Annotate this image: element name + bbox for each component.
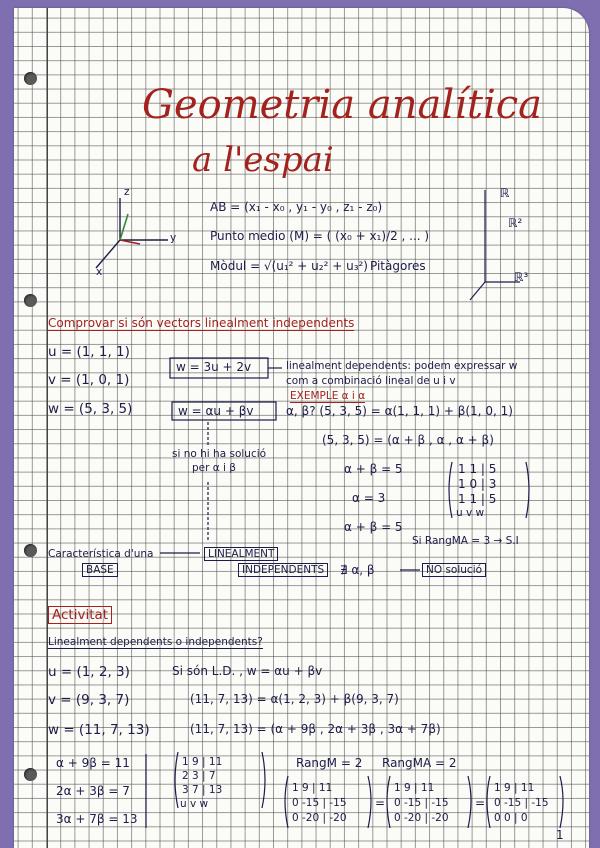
vector-u: u = (1, 1, 1)	[48, 344, 130, 360]
combo-formula: w = 3u + 2v	[176, 360, 252, 374]
r1-label: ℝ	[500, 186, 510, 200]
no-solucio-box: NO solució	[422, 563, 486, 577]
characteristic-label: Característica d'una	[48, 548, 154, 560]
dependent-note-2: com a combinació lineal de u i v	[286, 375, 456, 387]
lin-indep-box-1: LINEALMENT	[204, 547, 278, 561]
vector-v: v = (1, 0, 1)	[48, 372, 130, 388]
activity-vector-u: u = (1, 2, 3)	[48, 664, 130, 680]
reduce1-row-1: 1 9 | 11	[292, 782, 333, 794]
alpha-beta-question: α, β? (5, 3, 5) = α(1, 1, 1) + β(1, 0, 1)	[286, 404, 513, 418]
activity-system-2: 2α + 3β = 7	[56, 784, 130, 798]
reduce3-row-1: 1 9 | 11	[494, 782, 535, 794]
matrix-row-3: 1 1 | 5	[458, 492, 497, 506]
r2-label: ℝ²	[508, 216, 523, 230]
matrix-row-1: 1 1 | 5	[458, 462, 497, 476]
z-axis-label: z	[124, 186, 130, 198]
ab-formula: AB = (x₁ - x₀ , y₁ - y₀ , z₁ - z₀)	[210, 200, 383, 214]
vector-w: w = (5, 3, 5)	[48, 401, 133, 417]
system-eq-2: α = 3	[352, 491, 386, 505]
reduce1-row-3: 0 -20 | -20	[292, 812, 347, 824]
reduce2-row-1: 1 9 | 11	[394, 782, 435, 794]
lin-indep-box-2: INDEPENDENTS	[238, 563, 328, 577]
y-axis-label: y	[170, 232, 177, 244]
activity-label: Activitat	[48, 606, 112, 624]
pitagores-label: Pitàgores	[370, 259, 426, 273]
system-eq-3: α + β = 5	[344, 520, 403, 534]
activity-system-1: α + 9β = 11	[56, 756, 130, 770]
example-label: EXEMPLE α i α	[290, 390, 366, 402]
activity-matrix-row-2: 2 3 | 7	[182, 770, 216, 782]
activity-question: Linealment dependents o independents?	[48, 636, 263, 648]
equals-sign-2: =	[475, 796, 486, 810]
reduce3-row-3: 0 0 | 0	[494, 812, 528, 824]
reduce3-row-2: 0 -15 | -15	[494, 797, 549, 809]
not-exists: ∄ α, β	[340, 563, 375, 577]
activity-if-ld: Si són L.D. , w = αu + βv	[172, 664, 323, 678]
activity-eq-1: (11, 7, 13) = α(1, 2, 3) + β(9, 3, 7)	[190, 692, 399, 706]
no-solution-note-2: per α i β	[192, 462, 236, 474]
rank-note: Si RangMA = 3 → S.I	[412, 535, 519, 547]
equals-sign: =	[375, 796, 386, 810]
reduce1-row-2: 0 -15 | -15	[292, 797, 347, 809]
rank-ma: RangMA = 2	[382, 756, 457, 770]
activity-matrix-row-3: 3 7 | 13	[182, 784, 223, 796]
x-axis-label: x	[96, 266, 103, 278]
activity-vector-v: v = (9, 3, 7)	[48, 692, 130, 708]
modulus-formula: Mòdul = √(u₁² + u₂² + u₃²)	[210, 259, 368, 273]
activity-matrix-row-1: 1 9 | 11	[182, 756, 223, 768]
matrix-row-2: 1 0 | 3	[458, 477, 497, 491]
reduce2-row-3: 0 -20 | -20	[394, 812, 449, 824]
activity-vector-w: w = (11, 7, 13)	[48, 722, 150, 738]
system-eq-1: α + β = 5	[344, 462, 403, 476]
page-number: 1	[556, 828, 564, 842]
page-subtitle: a l'espai	[192, 140, 334, 180]
r3-label: ℝ³	[514, 270, 529, 284]
expanded-equation: (5, 3, 5) = (α + β , α , α + β)	[322, 433, 494, 447]
section1-heading: Comprovar si són vectors linealment independents	[48, 316, 355, 330]
dependent-note-1: linealment dependents: podem expressar w	[286, 360, 518, 372]
general-combo: w = αu + βv	[178, 404, 254, 418]
matrix-cols: u v w	[456, 507, 485, 519]
rank-m: RangM = 2	[296, 756, 363, 770]
midpoint-formula: Punto medio (M) = ( (x₀ + x₁)/2 , ... )	[210, 229, 430, 243]
page-title: Geometria analítica	[142, 82, 543, 128]
activity-system-3: 3α + 7β = 13	[56, 812, 138, 826]
no-solution-note-1: si no hi ha solució	[172, 448, 267, 460]
activity-matrix-cols: u v w	[180, 798, 209, 810]
reduce2-row-2: 0 -15 | -15	[394, 797, 449, 809]
activity-eq-2: (11, 7, 13) = (α + 9β , 2α + 3β , 3α + 7β)	[190, 722, 441, 736]
base-box: BASE	[82, 563, 118, 577]
